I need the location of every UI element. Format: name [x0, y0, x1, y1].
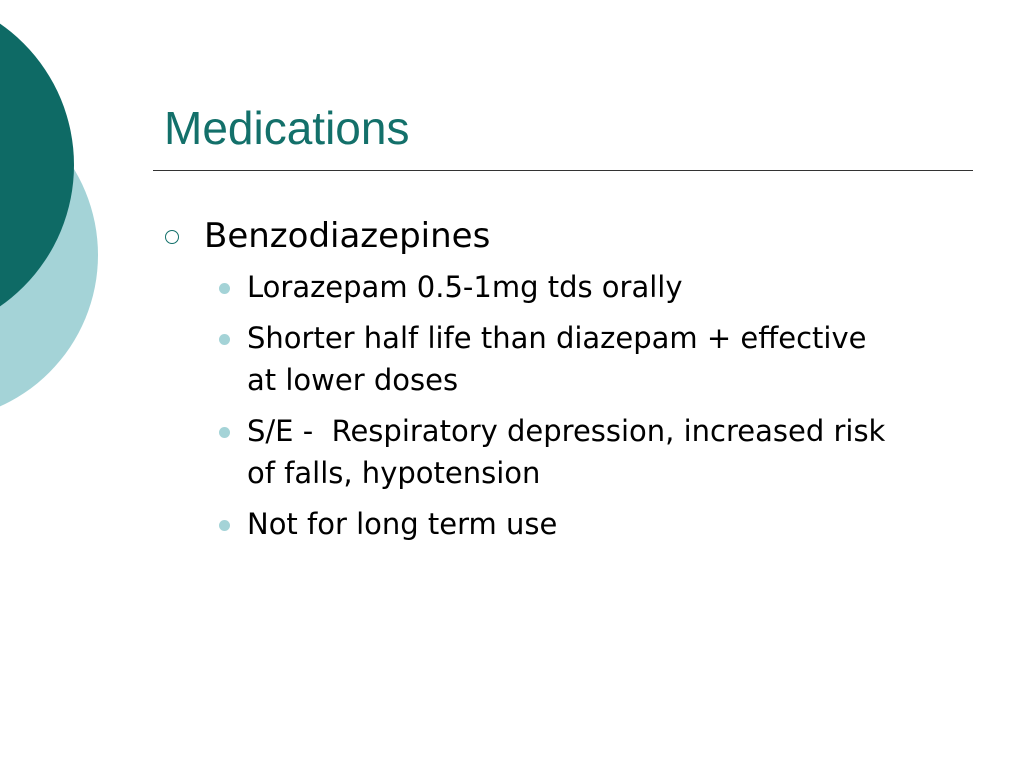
sub-bullet-text: S/E - Respiratory depression, increased risk of falls, hypotension: [247, 414, 895, 490]
decorative-circles: [0, 0, 110, 410]
hollow-circle-bullet-icon: [165, 230, 179, 244]
dot-bullet-icon: [219, 334, 230, 345]
bullet-level1-text: Benzodiazepines: [204, 216, 491, 256]
title-divider: [153, 170, 973, 171]
slide-content: [164, 212, 984, 554]
dot-bullet-icon: [219, 427, 230, 438]
sub-bullet-text: Lorazepam 0.5-1mg tds orally: [247, 270, 683, 304]
dot-bullet-icon: [219, 283, 230, 294]
sub-bullet: [247, 503, 887, 545]
bullet-level1: [164, 212, 984, 260]
sub-bullet: [247, 266, 887, 308]
sub-bullet-list: [164, 266, 984, 545]
sub-bullet-text: Shorter half life than diazepam + effective at lower doses: [247, 321, 867, 397]
sub-bullet-text: Not for long term use: [247, 507, 558, 541]
sub-bullet: [247, 317, 887, 401]
dot-bullet-icon: [219, 520, 230, 531]
sub-bullet: [247, 410, 895, 494]
slide-title: Medications: [164, 102, 410, 154]
